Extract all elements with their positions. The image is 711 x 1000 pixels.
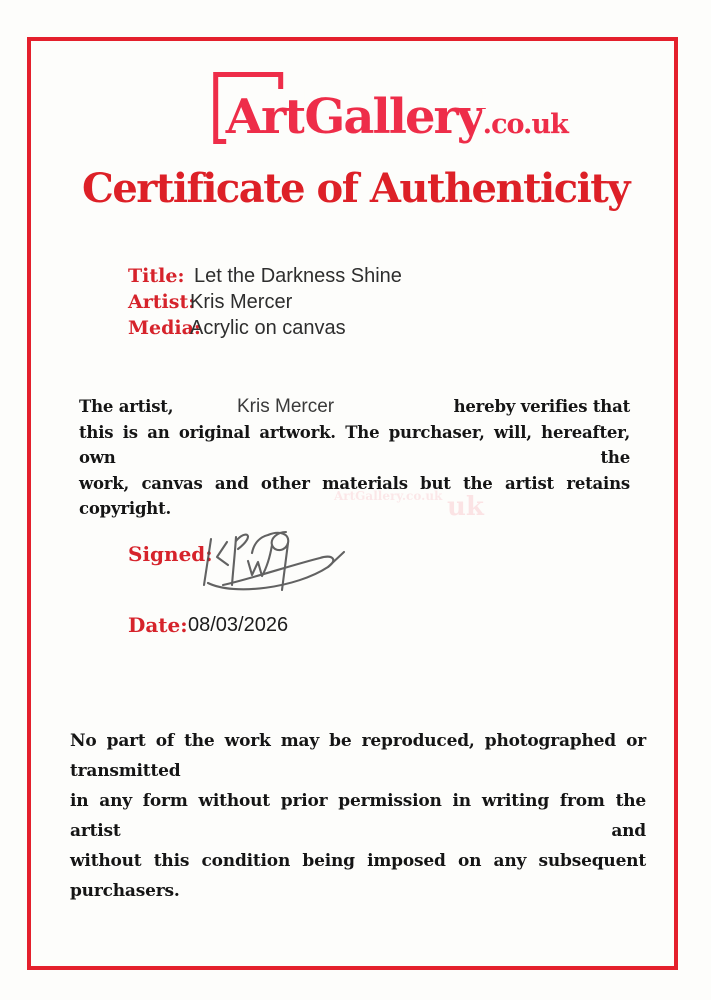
watermark-uk-ghost: uk	[447, 492, 484, 522]
notice-line-1: No part of the work may be reproduced, photographed or transmitted	[70, 731, 646, 781]
copyright-notice	[70, 726, 646, 906]
logo-suffix: .co.uk	[482, 109, 568, 140]
title-label: Title:	[128, 265, 185, 287]
media-value: Acrylic on canvas	[190, 317, 346, 339]
artist-value: Kris Mercer	[190, 291, 293, 313]
date-value: 08/03/2026	[188, 614, 289, 636]
artgallery-logo	[213, 70, 568, 152]
detail-row-media	[128, 315, 402, 341]
detail-row-title	[128, 263, 402, 289]
page-title: Certificate of Authenticity	[81, 165, 630, 212]
declaration-line-2: this is an original artwork. The purchaser, will, hereafter, own the	[79, 422, 630, 467]
date-label: Date:	[128, 613, 188, 637]
logo-word-art: Art	[225, 89, 305, 145]
media-label: Media:	[128, 317, 201, 339]
notice-line-3: without this condition being imposed on any subsequent purchasers.	[70, 851, 646, 901]
title-value: Let the Darkness Shine	[194, 265, 402, 287]
declaration-line-1	[79, 394, 630, 420]
date-row	[128, 612, 288, 638]
signature-handwriting	[196, 513, 346, 598]
watermark-logo-ghost: ArtGallery.co.uk	[334, 489, 443, 503]
signed-label: Signed:	[128, 542, 213, 566]
logo-text	[225, 89, 568, 145]
notice-line-2: in any form without prior permission in writing from the artist and	[70, 791, 646, 841]
declaration-line1-right: hereby verifies that	[453, 397, 630, 416]
detail-row-artist	[128, 289, 402, 315]
artwork-details	[128, 263, 402, 341]
artist-label: Artist:	[128, 291, 196, 313]
artist-name-filled: Kris Mercer	[237, 396, 335, 417]
declaration-line1-left: The artist,	[79, 397, 174, 416]
logo-word-gallery: Gallery	[304, 89, 483, 145]
declaration-line-3: work, canvas and other materials but the artist retains copyright.	[79, 473, 630, 518]
